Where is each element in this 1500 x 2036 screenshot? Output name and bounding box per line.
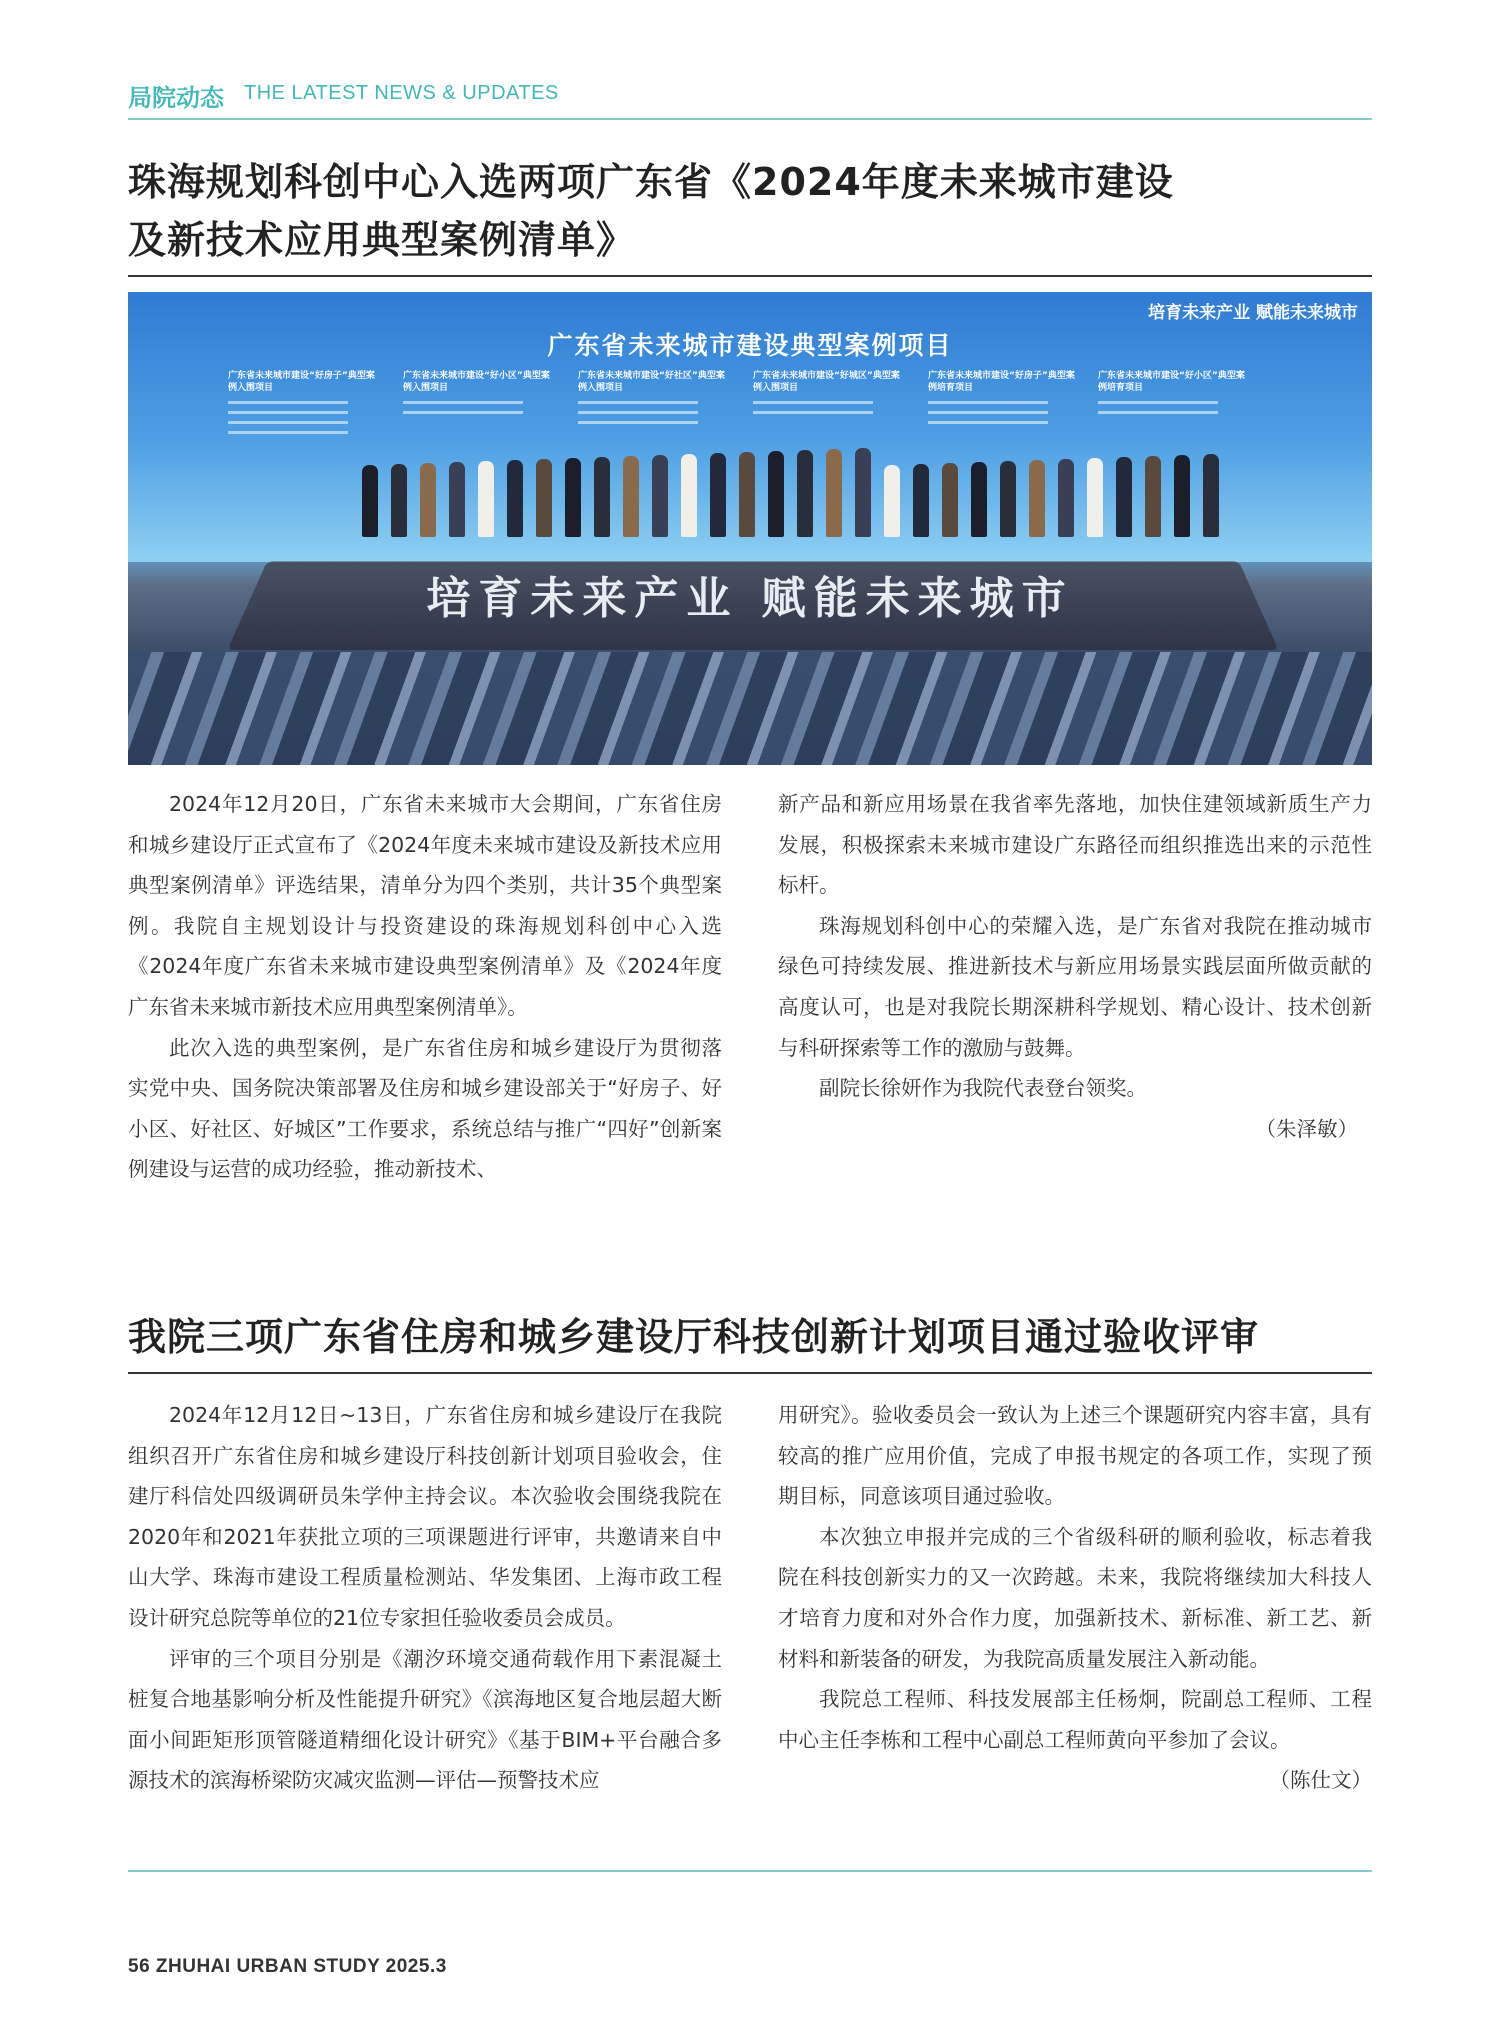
recipient-figure: [710, 453, 726, 537]
section-title-en: THE LATEST NEWS & UPDATES: [244, 82, 559, 104]
article2-paragraph: 评审的三个项目分别是《潮汐环境交通荷载作用下素混凝土桩复合地基影响分析及性能提升研究》《滨海地区复合地层超大断面小间距矩形顶管隧道精细化设计研究》《基于BIM+平台融合多源技术的滨海桥梁防灾减灾监测—评估—预警技术应: [128, 1646, 722, 1793]
footer-rule: [128, 1870, 1372, 1872]
recipient-figure: [884, 465, 900, 537]
article2-paragraph: 我院总工程师、科技发展部主任杨炯，院副总工程师、工程中心主任李栋和工程中心副总工程师黄向平参加了会议。: [778, 1687, 1372, 1752]
article2-paragraph: 本次独立申报并完成的三个省级科研的顺利验收，标志着我院在科技创新实力的又一次跨越。未来，我院将继续加大科技人才培育力度和对外合作力度，加强新技术、新标准、新工艺、新材料和新装备的研发，为我院高质量发展注入新动能。: [778, 1524, 1372, 1671]
recipient-figure: [507, 460, 523, 537]
recipient-figure: [739, 452, 755, 537]
article1-title-rule: [128, 275, 1372, 277]
header-rule: [128, 118, 1372, 120]
screen-column-heading: 广东省未来城市建设“好城区”典型案例入围项目: [753, 371, 900, 393]
article1-paragraph: 副院长徐妍作为我院代表登台领奖。: [819, 1076, 1147, 1101]
event-banner: 培育未来产业 赋能未来城市: [1148, 303, 1358, 323]
article2-paragraph: 2024年12月12日~13日，广东省住房和城乡建设厅在我院组织召开广东省住房和城乡建设厅科技创新计划项目验收会，住建厅科信处四级调研员朱学仲主持会议。本次验收会围绕我院在2020年和2021年获批立项的三项课题进行评审，共邀请来自中山大学、珠海市建设工程质量检测站、华发集团、上海市政工程设计研究总院等单位的21位专家担任验收委员会成员。: [128, 1403, 722, 1630]
article2-right-column: [778, 1395, 1372, 1801]
article1-right-column: [778, 784, 1372, 1149]
article1-title: [128, 153, 1372, 269]
recipient-figure: [565, 458, 581, 537]
article2-title: 我院三项广东省住房和城乡建设厅科技创新计划项目通过验收评审: [128, 1315, 1260, 1359]
recipient-figure: [594, 457, 610, 537]
recipient-figure: [913, 464, 929, 537]
recipient-figure: [1145, 456, 1161, 537]
article2-title-rule: [128, 1372, 1372, 1374]
stage-slogan: 培育未来产业 赋能未来城市: [426, 573, 1074, 624]
screen-column-heading: 广东省未来城市建设“好小区”典型案例培育项目: [1098, 371, 1245, 393]
article1-title-line2: 及新技术应用典型案例清单》: [128, 218, 636, 262]
recipient-figure: [1058, 459, 1074, 537]
recipient-figure: [942, 463, 958, 537]
article1-title-line1: 珠海规划科创中心入选两项广东省《2024年度未来城市建设: [128, 160, 1174, 204]
recipient-figure: [1000, 461, 1016, 537]
recipient-figure: [971, 462, 987, 537]
recipient-figure: [1203, 454, 1219, 537]
article1-paragraph: 新产品和新应用场景在我省率先落地，加快住建领域新质生产力发展，积极探索未来城市建设广东路径而组织推选出来的示范性标杆。: [778, 792, 1372, 898]
recipient-figure: [1116, 457, 1132, 537]
screen-column-heading: 广东省未来城市建设“好小区”典型案例入围项目: [403, 371, 550, 393]
recipient-figure: [449, 462, 465, 537]
recipient-figure: [536, 459, 552, 537]
article1-paragraph: 2024年12月20日，广东省未来城市大会期间，广东省住房和城乡建设厅正式宣布了《2024年度未来城市建设及新技术应用典型案例清单》评选结果，清单分为四个类别，共计35个典型案例。我院自主规划设计与投资建设的珠海规划科创中心入选《2024年度广东省未来城市建设典型案例清单》及《2024年度广东省未来城市新技术应用典型案例清单》。: [128, 792, 722, 1019]
recipient-figure: [768, 451, 784, 537]
award-recipients: [358, 442, 1258, 537]
recipient-figure: [797, 450, 813, 537]
recipient-figure: [855, 448, 871, 537]
article1-paragraph: 此次入选的典型案例，是广东省住房和城乡建设厅为贯彻落实党中央、国务院决策部署及住房和城乡建设部关于“好房子、好小区、好社区、好城区”工作要求，系统总结与推广“四好”创新案例建设与运营的成功经验，推动新技术、: [128, 1035, 722, 1182]
recipient-figure: [1029, 460, 1045, 537]
recipient-figure: [652, 455, 668, 537]
recipient-figure: [826, 449, 842, 537]
screen-headline: 广东省未来城市建设典型案例项目: [547, 331, 953, 360]
stage-floor: [128, 652, 1372, 765]
screen-column-heading: 广东省未来城市建设“好房子”典型案例培育项目: [928, 371, 1075, 393]
article1-left-column: [128, 784, 722, 1190]
article1-paragraph: 珠海规划科创中心的荣耀入选，是广东省对我院在推动城市绿色可持续发展、推进新技术与新应用场景实践层面所做贡献的高度认可，也是对我院长期深耕科学规划、精心设计、技术创新与科研探索等工作的激励与鼓舞。: [778, 913, 1372, 1060]
screen-column-heading: 广东省未来城市建设“好房子”典型案例入围项目: [228, 371, 375, 393]
recipient-figure: [391, 464, 407, 537]
recipient-figure: [1174, 455, 1190, 537]
recipient-figure: [362, 465, 378, 537]
section-title-cn: 局院动态: [128, 84, 224, 112]
recipient-figure: [681, 454, 697, 537]
page-folio: 56 ZHUHAI URBAN STUDY 2025.3: [128, 1956, 447, 1977]
recipient-figure: [478, 461, 494, 537]
screen-column: [228, 370, 378, 470]
recipient-figure: [1087, 458, 1103, 537]
recipient-figure: [420, 463, 436, 537]
recipient-figure: [623, 456, 639, 537]
article2-left-column: [128, 1395, 722, 1801]
article1-signature: （朱泽敏）: [1255, 1116, 1358, 1141]
event-photo: [128, 292, 1372, 765]
screen-column-heading: 广东省未来城市建设“好社区”典型案例入围项目: [578, 371, 725, 393]
article2-paragraph: 用研究》。验收委员会一致认为上述三个课题研究内容丰富，具有较高的推广应用价值，完成了申报书规定的各项工作，实现了预期目标，同意该项目通过验收。: [778, 1403, 1372, 1509]
article2-signature: （陈仕文）: [1269, 1768, 1372, 1793]
